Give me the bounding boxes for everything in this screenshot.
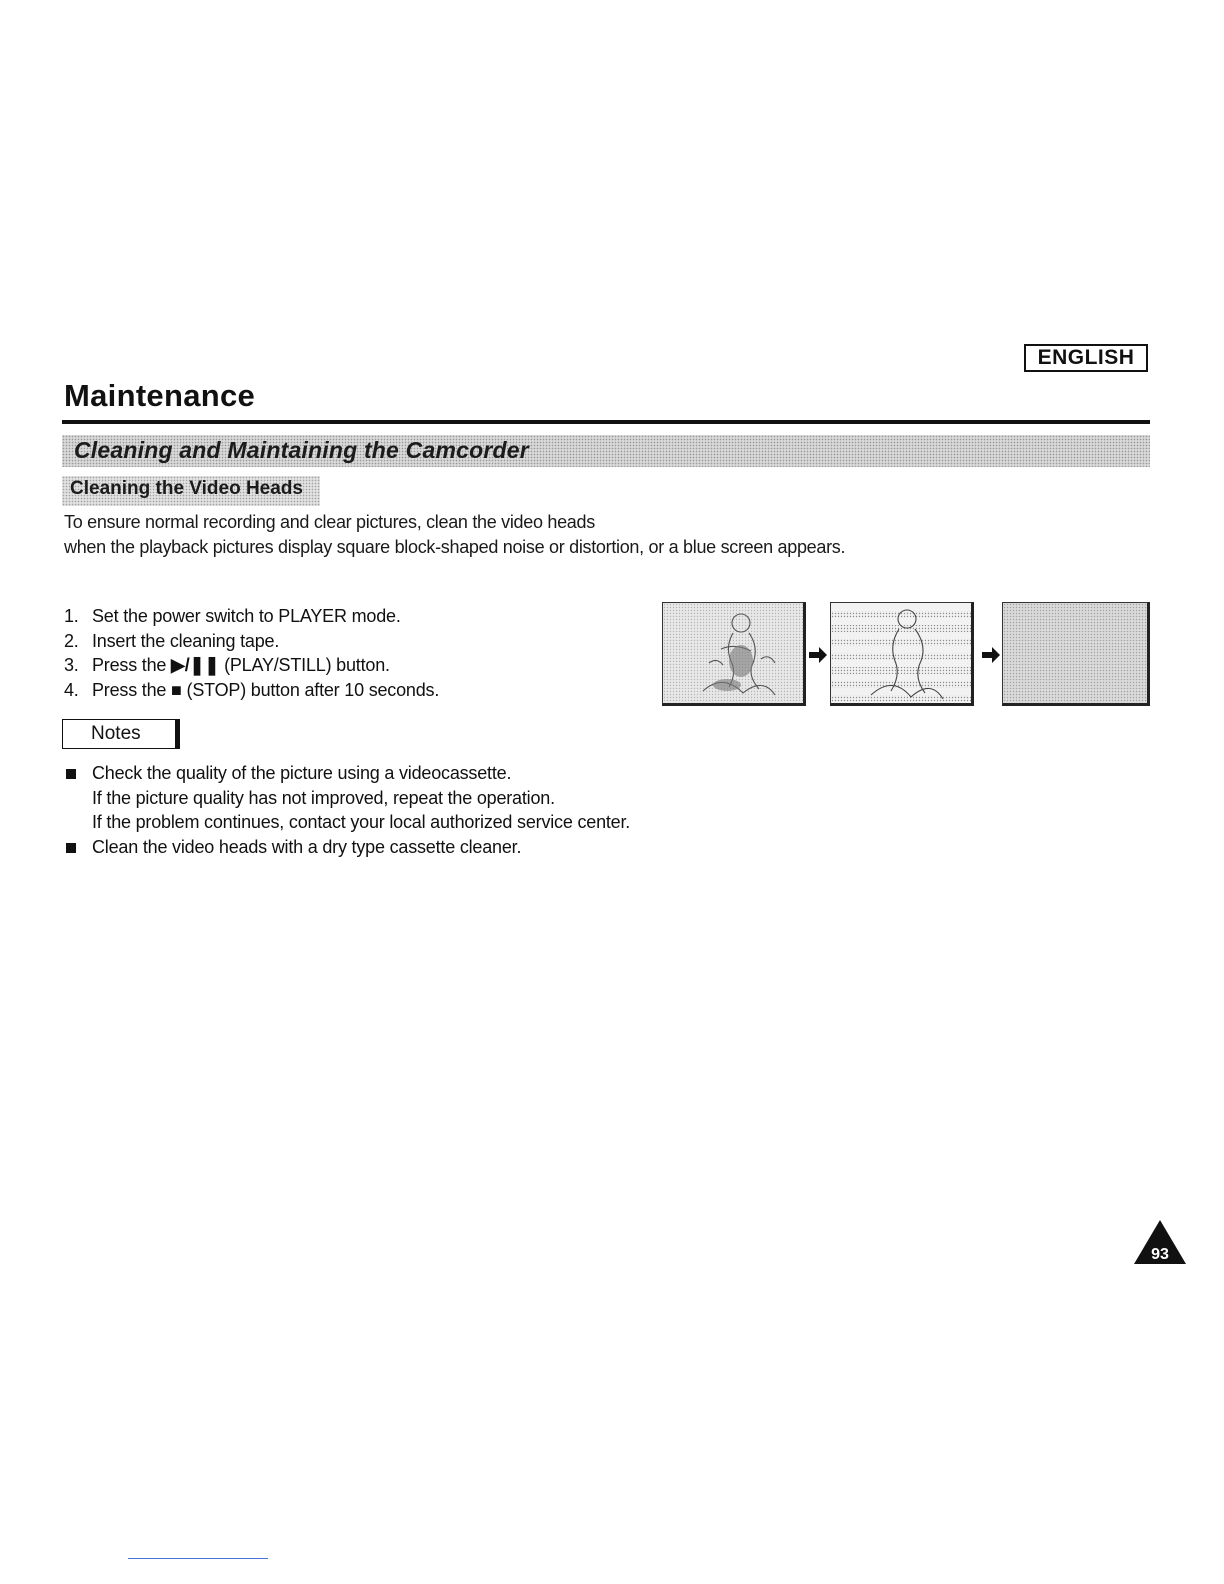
step-item xyxy=(64,629,439,654)
footer-line xyxy=(128,1558,268,1559)
bullet-square-icon xyxy=(66,843,76,853)
step-text: Press the xyxy=(92,679,172,700)
step-number: 3. xyxy=(64,655,79,675)
arrow-right-icon xyxy=(807,644,829,666)
subsection-heading: Cleaning the Video Heads xyxy=(70,478,303,499)
step-text: (STOP) button after 10 seconds. xyxy=(181,679,440,700)
section-heading: Cleaning and Maintaining the Camcorder xyxy=(74,437,529,463)
page-number: 93 xyxy=(1151,1246,1169,1263)
step-number: 2. xyxy=(64,630,79,651)
note-line: Clean the video heads with a dry type cassette cleaner. xyxy=(92,836,522,857)
title-divider xyxy=(62,420,1150,424)
note-line: If the picture quality has not improved, repeat the operation. xyxy=(92,787,555,808)
language-badge: ENGLISH xyxy=(1024,344,1148,372)
steps-list xyxy=(64,604,439,702)
step-text: Set the power switch to PLAYER mode. xyxy=(92,606,401,626)
notes-list xyxy=(64,761,630,859)
arrow-right-icon xyxy=(980,644,1002,666)
step-item xyxy=(64,604,439,629)
intro-paragraph xyxy=(64,510,845,560)
note-item xyxy=(64,835,630,860)
play-still-icon: ▶/❚❚ xyxy=(171,655,220,675)
step-text: Press the xyxy=(92,655,172,675)
step-number: 1. xyxy=(64,606,79,626)
note-line: If the problem continues, contact your local authorized service center. xyxy=(92,812,631,832)
step-number: 4. xyxy=(64,679,79,700)
stop-icon: ■ xyxy=(171,679,182,700)
step-item xyxy=(64,653,439,678)
note-item xyxy=(64,761,630,835)
note-line: Check the quality of the picture using a videocassette. xyxy=(92,763,512,783)
page-title: Maintenance xyxy=(64,378,256,413)
intro-line: To ensure normal recording and clear pictures, clean the video heads xyxy=(64,512,595,532)
blank-screen-icon xyxy=(1002,602,1150,706)
intro-line: when the playback pictures display square block-shaped noise or distortion, or a blue screen appears. xyxy=(64,537,846,557)
notes-label: Notes xyxy=(62,719,180,749)
bullet-square-icon xyxy=(66,769,76,779)
page-number-badge xyxy=(1132,1218,1188,1266)
step-item xyxy=(64,678,439,703)
step-text: Insert the cleaning tape. xyxy=(92,630,280,651)
clear-picture-icon xyxy=(662,602,806,706)
step-text: (PLAY/STILL) button. xyxy=(219,655,390,675)
noisy-picture-icon xyxy=(830,602,974,706)
